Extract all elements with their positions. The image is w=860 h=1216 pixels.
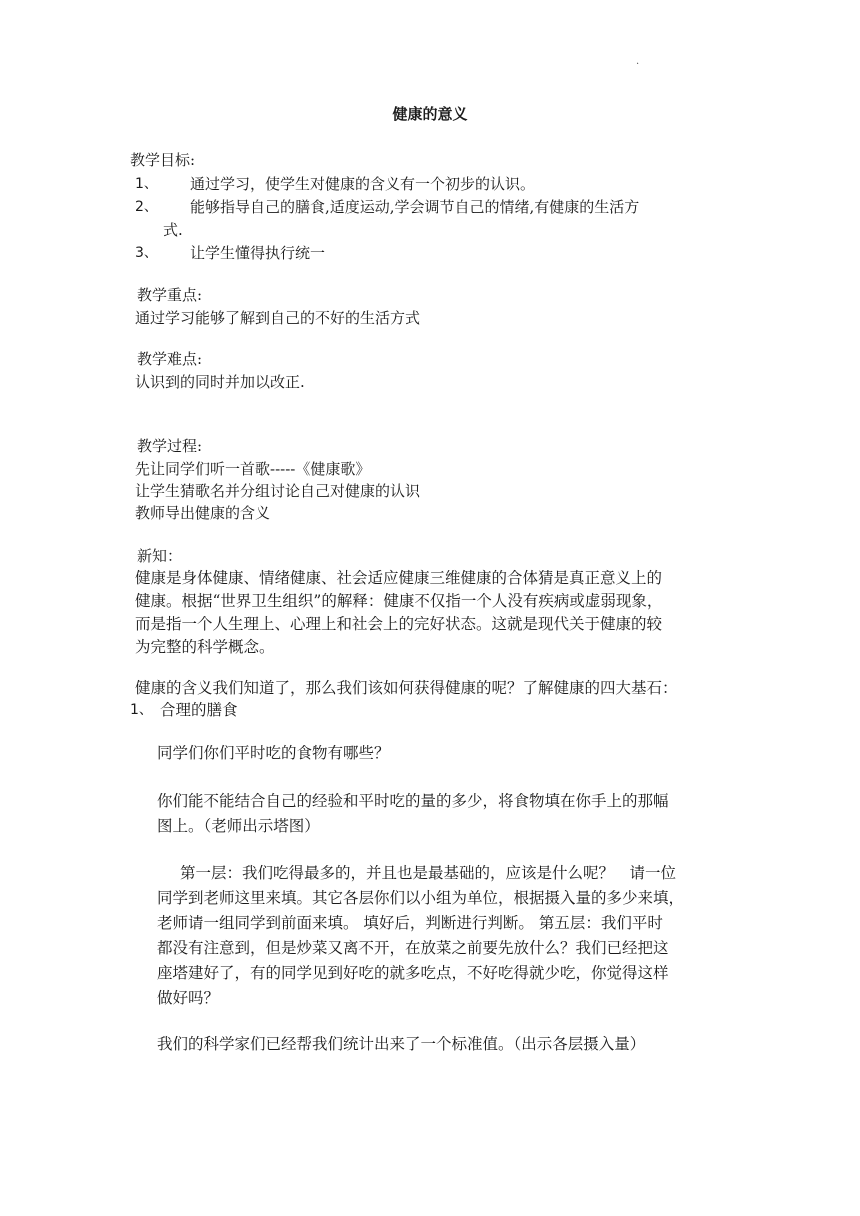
pyramid-paragraph-line: 都没有注意到，但是炒菜又离不开，在放菜之前要先放什么？我们已经把这 [157, 939, 669, 957]
process-line: 先让同学们听一首歌-----《健康歌》 [135, 460, 371, 478]
pyramid-paragraph-line: 做好吗？ [157, 989, 220, 1007]
process-heading: 教学过程: [137, 437, 203, 455]
new-knowledge-line: 健康。根据“世界卫生组织”的解释：健康不仅指一个人没有疾病或虚弱现象， [135, 592, 663, 610]
key-point-heading: 教学重点: [137, 286, 203, 304]
foundation-1-text: 合理的膳食 [160, 701, 238, 719]
standard-value-text: 我们的科学家们已经帮我们统计出来了一个标准值。（出示各层摄入量） [157, 1035, 646, 1053]
new-knowledge-heading: 新知： [137, 547, 183, 565]
key-point-text: 通过学习能够了解到自己的不好的生活方式 [135, 309, 421, 327]
objective-2-text: 能够指导自己的膳食,适度运动,学会调节自己的情绪,有健康的生活方 [190, 198, 640, 216]
objective-3-number: 3、 [135, 245, 158, 261]
objective-2-number: 2、 [135, 199, 158, 215]
question-fill-line: 图上。（老师出示塔图） [157, 817, 320, 835]
pyramid-paragraph-line: 第一层：我们吃得最多的，并且也是最基础的，应该是什么呢？ 请一位 [180, 864, 677, 882]
new-knowledge-line: 为完整的科学概念。 [135, 638, 275, 656]
difficulty-text: 认识到的同时并加以改正. [135, 373, 305, 391]
objectives-heading: 教学目标: [130, 151, 196, 169]
foundation-1-number: 1、 [130, 702, 153, 718]
pyramid-paragraph-line: 老师请一组同学到前面来填。 填好后，判断进行判断。 第五层：我们平时 [157, 914, 663, 932]
difficulty-heading: 教学难点: [137, 350, 203, 368]
page-title: 健康的意义 [392, 105, 468, 123]
question-foods: 同学们你们平时吃的食物有哪些？ [157, 744, 390, 762]
new-knowledge-line: 而是指一个人生理上、心理上和社会上的完好状态。这就是现代关于健康的较 [135, 615, 663, 633]
how-to-intro: 健康的含义我们知道了，那么我们该如何获得健康的呢？了解健康的四大基石： [135, 679, 678, 697]
pyramid-paragraph-line: 座塔建好了，有的同学见到好吃的就多吃点，不好吃得就少吃，你觉得这样 [157, 964, 669, 982]
objective-3-text: 让学生懂得执行统一 [190, 244, 326, 262]
objective-1-number: 1、 [135, 176, 158, 192]
corner-mark: . [636, 56, 640, 67]
pyramid-paragraph-line: 同学到老师这里来填。其它各层你们以小组为单位，根据摄入量的多少来填， [157, 889, 685, 907]
process-line: 教师导出健康的含义 [135, 504, 271, 522]
question-fill-line: 你们能不能结合自己的经验和平时吃的量的多少，将食物填在你手上的那幅 [157, 792, 669, 810]
objective-2-continuation: 式. [163, 221, 183, 239]
objective-1-text: 通过学习，使学生对健康的含义有一个初步的认识。 [190, 175, 536, 193]
new-knowledge-line: 健康是身体健康、情绪健康、社会适应健康三维健康的合体猜是真正意义上的 [135, 569, 663, 587]
process-line: 让学生猜歌名并分组讨论自己对健康的认识 [135, 482, 421, 500]
